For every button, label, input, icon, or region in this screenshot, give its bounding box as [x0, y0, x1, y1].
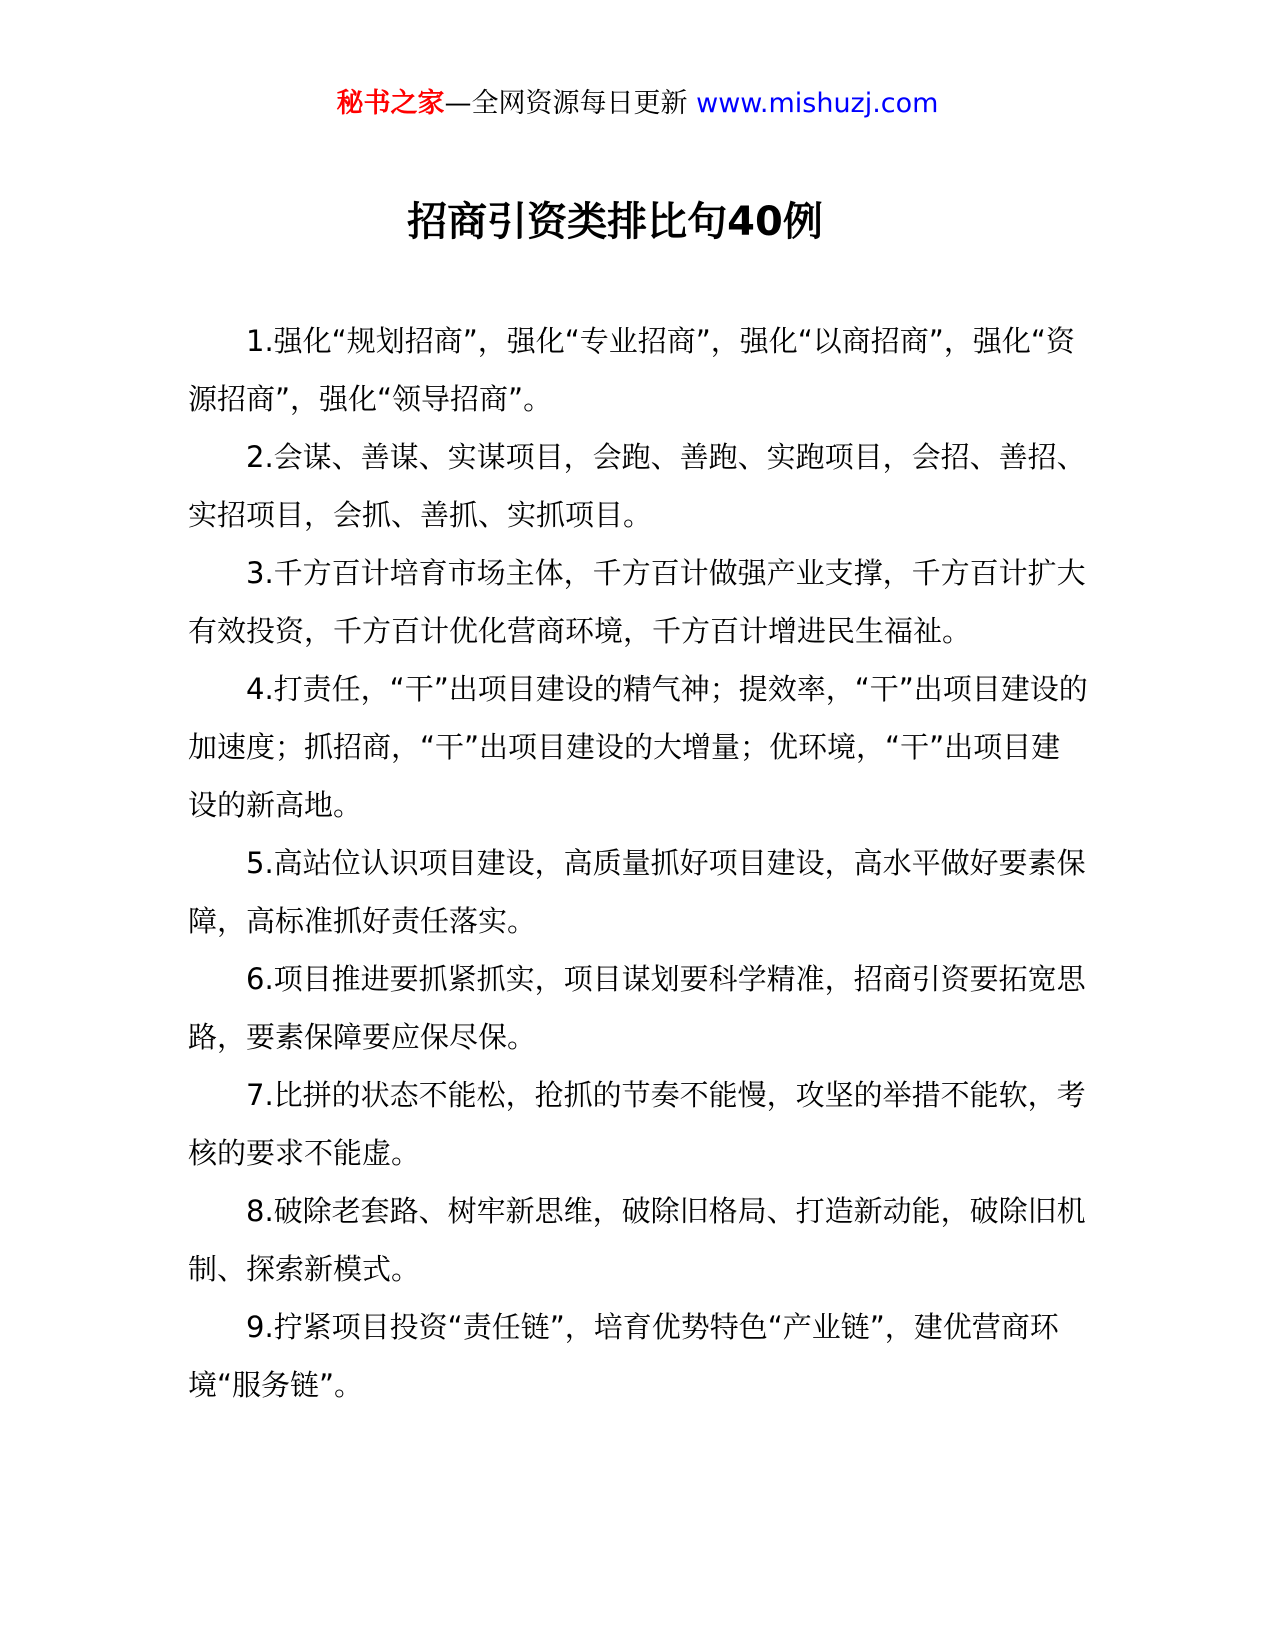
paragraph-9: 9.拧紧项目投资“责任链”，培育优势特色“产业链”，建优营商环境“服务链”。 — [188, 1310, 1059, 1402]
paragraph-2: 2.会谋、善谋、实谋项目，会跑、善跑、实跑项目，会招、善招、实招项目，会抓、善抓、实抓项目。 — [188, 440, 1086, 532]
site-header — [0, 84, 1275, 124]
paragraph-3: 3.千方百计培育市场主体，千方百计做强产业支撑，千方百计扩大有效投资，千方百计优化营商环境，千方百计增进民生福祉。 — [188, 556, 1086, 648]
site-url-link[interactable]: www.mishuzj.com — [696, 88, 939, 119]
paragraph-7: 7.比拼的状态不能松，抢抓的节奏不能慢，攻坚的举措不能软，考核的要求不能虚。 — [188, 1078, 1086, 1170]
paragraph-4: 4.打责任，“干”出项目建设的精气神；提效率，“干”出项目建设的加速度；抓招商，“干”出项目建设的大增量；优环境，“干”出项目建设的新高地。 — [188, 672, 1088, 822]
site-brand: 秘书之家 — [336, 88, 445, 119]
document-title: 招商引资类排比句40例 — [407, 199, 823, 245]
site-slogan: —全网资源每日更新 — [444, 88, 688, 119]
document-body — [188, 312, 1088, 1414]
paragraph-1: 1.强化“规划招商”，强化“专业招商”，强化“以商招商”，强化“资源招商”，强化“领导招商”。 — [188, 324, 1075, 416]
paragraph-8: 8.破除老套路、树牢新思维，破除旧格局、打造新动能，破除旧机制、探索新模式。 — [188, 1194, 1086, 1286]
paragraph-6: 6.项目推进要抓紧抓实，项目谋划要科学精准，招商引资要拓宽思路，要素保障要应保尽保。 — [188, 962, 1086, 1054]
paragraph-5: 5.高站位认识项目建设，高质量抓好项目建设，高水平做好要素保障，高标准抓好责任落实。 — [188, 846, 1086, 938]
